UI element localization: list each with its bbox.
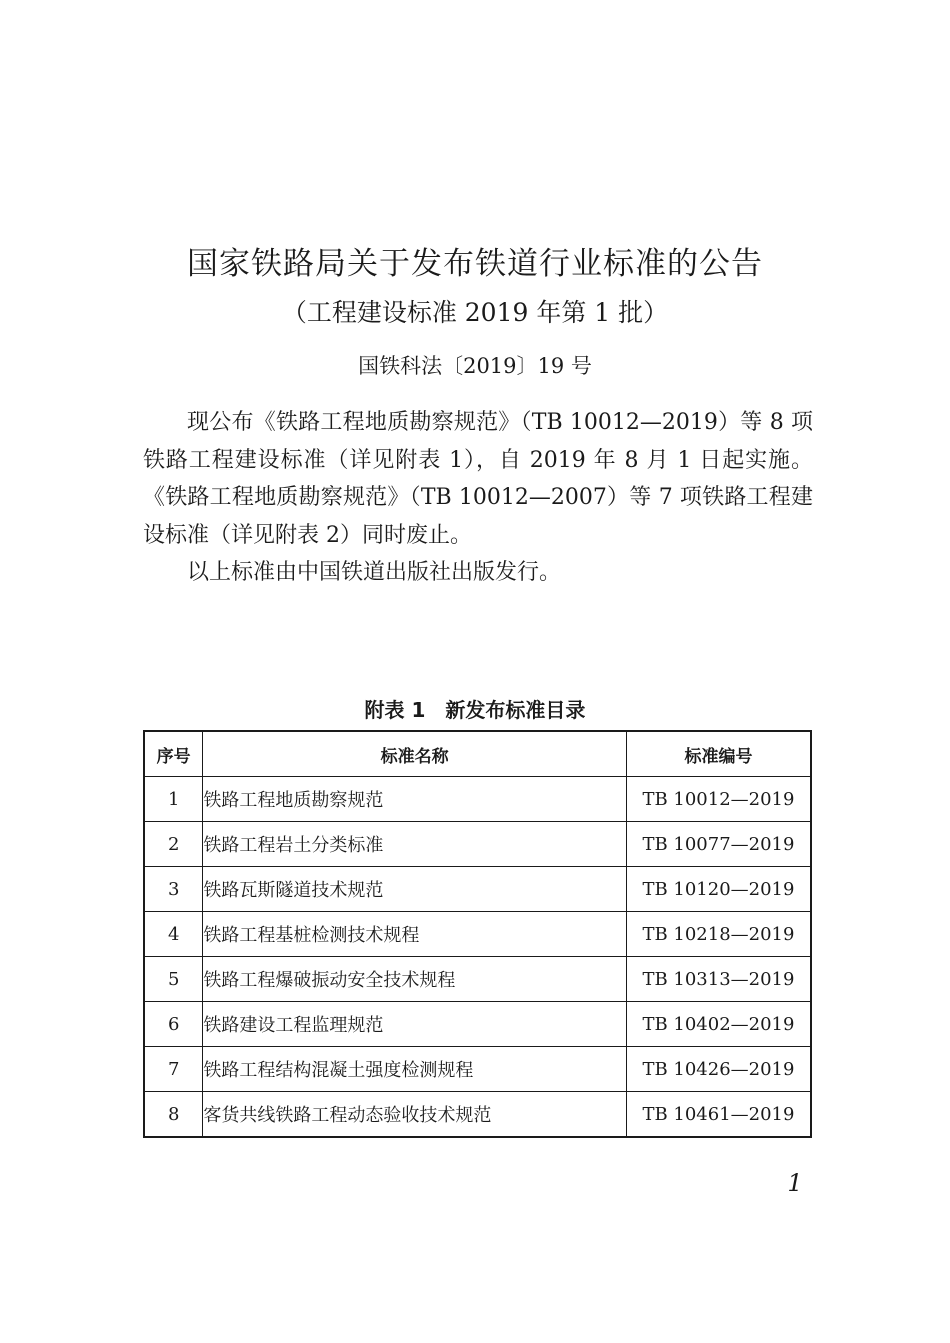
body-paragraph-2: 以上标准由中国铁道出版社出版发行。 xyxy=(187,560,562,585)
row-code: TB 10218—2019 xyxy=(626,912,811,957)
row-name: 铁路工程爆破振动安全技术规程 xyxy=(203,957,627,1002)
standards-table xyxy=(143,730,812,1138)
row-seq: 6 xyxy=(144,1002,203,1047)
table-row xyxy=(144,1002,811,1047)
row-seq: 3 xyxy=(144,867,203,912)
table-header-row xyxy=(144,731,811,777)
table-row xyxy=(144,1047,811,1092)
row-name: 铁路工程岩土分类标准 xyxy=(203,822,627,867)
row-seq: 2 xyxy=(144,822,203,867)
row-seq: 7 xyxy=(144,1047,203,1092)
row-seq: 4 xyxy=(144,912,203,957)
row-code: TB 10120—2019 xyxy=(626,867,811,912)
announcement-body xyxy=(143,404,813,592)
row-name: 铁路工程基桩检测技术规程 xyxy=(203,912,627,957)
body-paragraph-1: 现公布《铁路工程地质勘察规范》（TB 10012—2019）等 8 项铁路工程建设标准（详见附表 1），自 2019 年 8 月 1 日起实施。《铁路工程地质勘察规范》（TB 10012—2007）等 7 项铁路工程建设标准（详见附表 2）同时废止。 xyxy=(143,410,813,548)
row-code: TB 10461—2019 xyxy=(626,1092,811,1138)
row-name: 铁路建设工程监理规范 xyxy=(203,1002,627,1047)
table-row xyxy=(144,777,811,822)
table-row xyxy=(144,1092,811,1138)
header-seq: 序号 xyxy=(144,731,203,777)
table-row xyxy=(144,822,811,867)
table-row xyxy=(144,867,811,912)
row-seq: 1 xyxy=(144,777,203,822)
row-name: 铁路瓦斯隧道技术规范 xyxy=(203,867,627,912)
row-code: TB 10426—2019 xyxy=(626,1047,811,1092)
table-row xyxy=(144,957,811,1002)
table-row xyxy=(144,912,811,957)
row-name: 客货共线铁路工程动态验收技术规范 xyxy=(203,1092,627,1138)
header-name: 标准名称 xyxy=(203,731,627,777)
row-code: TB 10402—2019 xyxy=(626,1002,811,1047)
page-number: 1 xyxy=(787,1169,803,1197)
table-caption: 附表 1 新发布标准目录 xyxy=(364,698,586,722)
announcement-title: 国家铁路局关于发布铁道行业标准的公告 xyxy=(187,246,763,282)
row-name: 铁路工程结构混凝土强度检测规程 xyxy=(203,1047,627,1092)
header-code: 标准编号 xyxy=(626,731,811,777)
document-number: 国铁科法〔2019〕19 号 xyxy=(358,354,592,378)
row-code: TB 10012—2019 xyxy=(626,777,811,822)
row-seq: 5 xyxy=(144,957,203,1002)
row-code: TB 10077—2019 xyxy=(626,822,811,867)
row-seq: 8 xyxy=(144,1092,203,1138)
row-code: TB 10313—2019 xyxy=(626,957,811,1002)
row-name: 铁路工程地质勘察规范 xyxy=(203,777,627,822)
announcement-subtitle: （工程建设标准 2019 年第 1 批） xyxy=(281,298,669,327)
